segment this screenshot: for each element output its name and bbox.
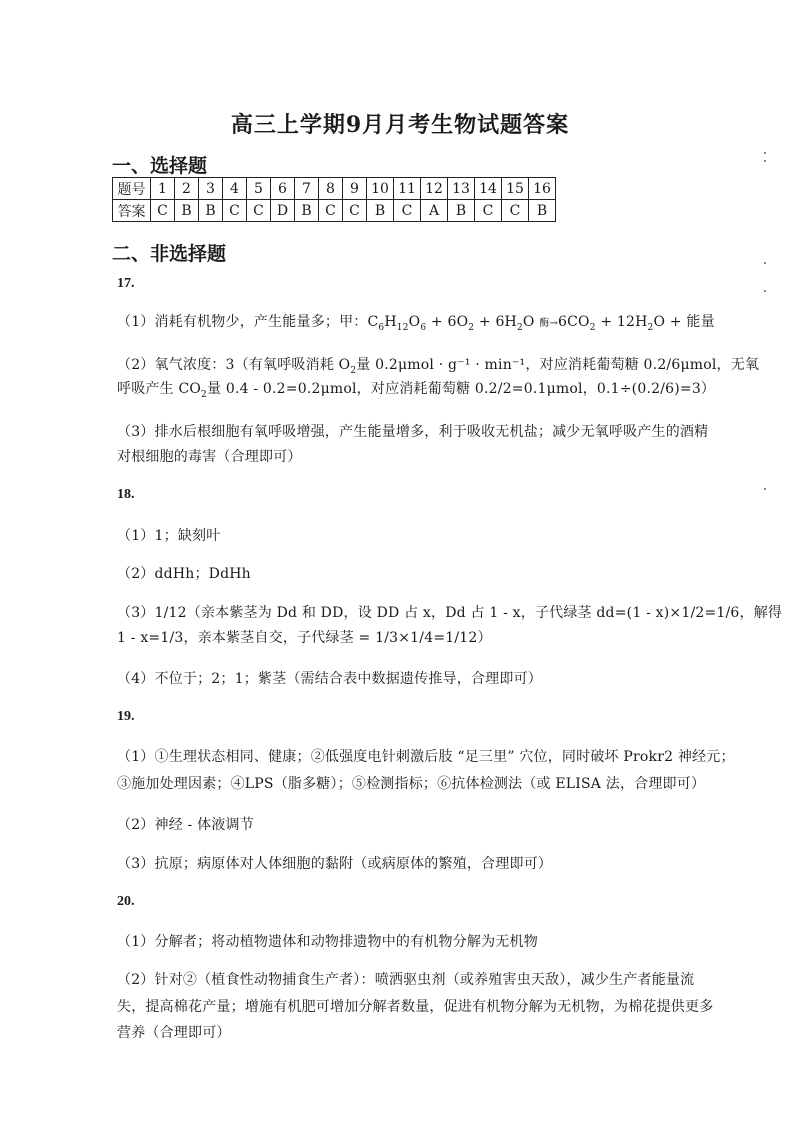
table-cell: 14: [475, 178, 502, 200]
table-cell: 8: [319, 178, 343, 200]
table-cell: 2: [175, 178, 199, 200]
table-cell: B: [199, 200, 223, 222]
table-cell: B: [295, 200, 319, 222]
scan-mark: [764, 290, 766, 292]
table-cell: 15: [502, 178, 529, 200]
question-number-17: 17.: [117, 276, 135, 291]
table-row-numbers: [113, 178, 556, 200]
q19-line-4: （3）抗原；病原体对人体细胞的黏附（或病原体的繁殖，合理即可）: [117, 856, 553, 872]
q17-line-5: 对根细胞的毒害（合理即可）: [117, 449, 302, 465]
table-cell: 5: [247, 178, 271, 200]
table-cell: 6: [271, 178, 295, 200]
q20-line-2: （2）针对②（植食性动物捕食生产者）：喷洒驱虫剂（或养殖害虫天敌），减少生产者能量流: [117, 972, 695, 988]
table-cell: B: [367, 200, 394, 222]
table-cell: 4: [223, 178, 247, 200]
scan-mark: [764, 160, 766, 162]
q20-line-3: 失，提高棉花产量；增施有机肥可增加分解者数量，促进有机物分解为无机物，为棉花提供更多: [117, 999, 714, 1015]
table-cell: C: [151, 200, 175, 222]
section-heading-choice: 一、选择题: [112, 155, 208, 177]
table-cell: C: [394, 200, 421, 222]
answer-table: [112, 177, 556, 222]
q18-line-3: （3）1/12（亲本紫茎为 Dd 和 DD，设 DD 占 x，Dd 占 1 - x，子代绿茎 dd=(1 - x)×1/2=1/6，解得: [117, 605, 783, 621]
q17-line-2: （2）氧气浓度：3（有氧呼吸消耗 $O_2$量 0.2μmol · g⁻¹ · min⁻¹，对应消耗葡萄糖 0.2/6μmol，无氧: [117, 357, 760, 376]
table-cell: C: [475, 200, 502, 222]
question-number-19: 19.: [117, 709, 135, 724]
table-cell: 13: [448, 178, 475, 200]
q17-line-3: 呼吸产生 $CO_2$量 0.4 - 0.2=0.2μmol，对应消耗葡萄糖 0.2/2=0.1μmol，0.1÷(0.2/6)=3）: [117, 381, 716, 400]
table-cell: 3: [199, 178, 223, 200]
scan-mark: [764, 152, 766, 154]
q20-line-1: （1）分解者；将动植物遗体和动物排遗物中的有机物分解为无机物: [117, 934, 538, 950]
table-header-answer: 答案: [113, 200, 151, 222]
table-cell: 11: [394, 178, 421, 200]
q17-line-4: （3）排水后根细胞有氧呼吸增强，产生能量增多，利于吸收无机盐；减少无氧呼吸产生的酒精: [117, 424, 709, 440]
page-title: 高三上学期9月月考生物试题答案: [230, 112, 570, 138]
table-cell: B: [175, 200, 199, 222]
table-cell: C: [223, 200, 247, 222]
q18-line-4: 1 - x=1/3，亲本紫茎自交，子代绿茎 = 1/3×1/4=1/12）: [117, 630, 492, 646]
table-cell: 1: [151, 178, 175, 200]
q19-line-2: ③施加处理因素；④LPS（脂多糖）；⑤检测指标；⑥抗体检测法（或 ELISA 法，合理即可）: [117, 776, 706, 792]
table-header-number: 题号: [113, 178, 151, 200]
question-number-18: 18.: [117, 487, 135, 502]
table-cell: 9: [343, 178, 367, 200]
q19-line-1: （1）①生理状态相同、健康；②低强度电针刺激后肢 “足三里” 穴位，同时破坏 Prokr2 神经元；: [117, 749, 735, 765]
table-row-answers: [113, 200, 556, 222]
scan-mark: [764, 488, 766, 490]
table-cell: 7: [295, 178, 319, 200]
question-number-20: 20.: [117, 894, 135, 909]
q18-line-2: （2）ddHh；DdHh: [117, 566, 251, 582]
scan-mark: [764, 262, 766, 264]
table-cell: A: [421, 200, 448, 222]
table-cell: B: [529, 200, 556, 222]
table-cell: C: [502, 200, 529, 222]
section-heading-nonchoice: 二、非选择题: [112, 243, 227, 265]
enzyme-arrow: 酶→: [539, 318, 559, 329]
q18-line-5: （4）不位于；2；1；紫茎（需结合表中数据遗传推导，合理即可）: [117, 671, 542, 687]
table-cell: C: [343, 200, 367, 222]
q19-line-3: （2）神经 - 体液调节: [117, 817, 254, 833]
q18-line-1: （1）1；缺刻叶: [117, 528, 221, 544]
q17-line-1: （1）消耗有机物少，产生能量多；甲：$C_6H_{12}O_6 + 6O_2 + 6H_2O$ 酶$\to 6CO_2 + 12H_2O$ + 能量: [117, 311, 697, 339]
q20-line-4: 营养（合理即可）: [117, 1025, 231, 1041]
table-cell: C: [247, 200, 271, 222]
table-cell: D: [271, 200, 295, 222]
table-cell: 16: [529, 178, 556, 200]
table-cell: B: [448, 200, 475, 222]
table-cell: 12: [421, 178, 448, 200]
table-cell: C: [319, 200, 343, 222]
table-cell: 10: [367, 178, 394, 200]
